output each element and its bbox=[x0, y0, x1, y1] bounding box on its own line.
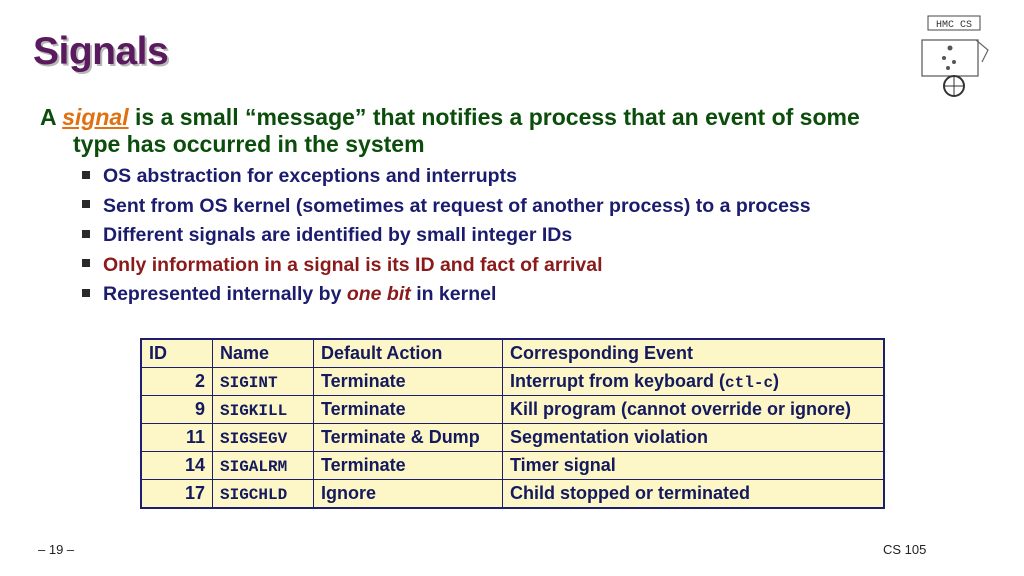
header-default-action: Default Action bbox=[314, 339, 503, 368]
table-row: 9 SIGKILL Terminate Kill program (cannot override or ignore) bbox=[141, 396, 884, 424]
signals-table bbox=[140, 338, 885, 509]
header-corresponding-event: Corresponding Event bbox=[503, 339, 885, 368]
signal-definition: A signal is a small “message” that notifies a process that an event of some type has occurred in the system bbox=[40, 104, 860, 157]
table-row: 2 SIGINT Terminate Interrupt from keyboard (ctl-c) bbox=[141, 368, 884, 396]
bullet-item: Different signals are identified by small integer IDs bbox=[82, 221, 811, 251]
table-header-row bbox=[141, 339, 884, 368]
table-row: 17 SIGCHLD Ignore Child stopped or terminated bbox=[141, 480, 884, 509]
square-bullet-icon bbox=[82, 289, 90, 297]
table-row: 11 SIGSEGV Terminate & Dump Segmentation violation bbox=[141, 424, 884, 452]
square-bullet-icon bbox=[82, 230, 90, 238]
bullet-list bbox=[82, 162, 811, 310]
header-name: Name bbox=[213, 339, 314, 368]
svg-text:HMC CS: HMC CS bbox=[935, 20, 973, 31]
slide-title: Signals bbox=[33, 30, 169, 73]
square-bullet-icon bbox=[82, 171, 90, 179]
hmc-cs-logo bbox=[916, 10, 996, 100]
course-label: CS 105 bbox=[883, 542, 927, 557]
signal-term: signal bbox=[62, 104, 129, 130]
bullet-item: Represented internally by one bit in kernel bbox=[82, 280, 811, 310]
bullet-item: Sent from OS kernel (sometimes at request of another process) to a process bbox=[82, 192, 811, 222]
table-row: 14 SIGALRM Terminate Timer signal bbox=[141, 452, 884, 480]
square-bullet-icon bbox=[82, 200, 90, 208]
square-bullet-icon bbox=[82, 259, 90, 267]
page-number: – 19 – bbox=[38, 542, 75, 557]
bullet-item: OS abstraction for exceptions and interrupts bbox=[82, 162, 811, 192]
header-id: ID bbox=[141, 339, 213, 368]
bullet-item: Only information in a signal is its ID and fact of arrival bbox=[82, 251, 811, 281]
